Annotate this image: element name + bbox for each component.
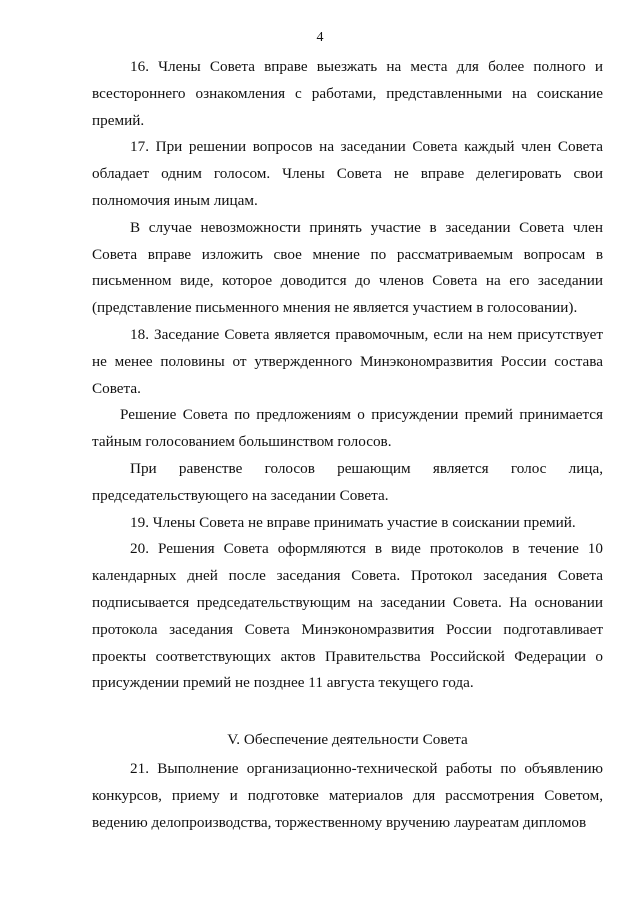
paragraph-18-decision: Решение Совета по предложениям о присуждении премий принимается тайным голосованием большинством голосов. bbox=[92, 406, 603, 451]
page-number: 4 bbox=[316, 30, 324, 45]
paragraph-18: 18. Заседание Совета является правомочным, если на нем присутствует не менее половины от утвержденного Минэкономразвития России состава Совета. bbox=[92, 325, 603, 397]
document-body bbox=[92, 54, 603, 836]
section-heading: V. Обеспечение деятельности Совета bbox=[227, 731, 468, 749]
paragraph-17: 17. При решении вопросов на заседании Совета каждый член Совета обладает одним голосом. Члены Совета не вправе делегировать свои полномочия иным лицам. bbox=[92, 138, 603, 209]
paragraph-17-absence: В случае невозможности принять участие в заседании Совета член Совета вправе изложить свое мнение по рассматриваемым вопросам в письменном виде, которое доводится до членов Совета на его заседании (представление письменного мнения не является участием в голосовании). bbox=[92, 218, 603, 317]
paragraph-21: 21. Выполнение организационно-технической работы по объявлению конкурсов, приему и подготовке материалов для рассмотрения Советом, ведению делопроизводства, торжественному вручению лауреатам дипломов bbox=[92, 759, 603, 831]
paragraph-18-tie: При равенстве голосов решающим является голос лица, председательствующего на заседании Совета. bbox=[92, 459, 603, 504]
paragraph-20: 20. Решения Совета оформляются в виде протоколов в течение 10 календарных дней после заседания Совета. Протокол заседания Совета подписывается председательствующим на заседании Совета. На основании протокола заседания Совета Минэкономразвития России подготавливает проекты соответствующих актов Правительства Российской Федерации о присуждении премий не позднее 11 августа текущего года. bbox=[92, 540, 603, 692]
paragraph-16: 16. Члены Совета вправе выезжать на места для более полного и всестороннего ознакомления с работами, представленными на соискание премий. bbox=[92, 58, 603, 129]
paragraph-19: 19. Члены Совета не вправе принимать участие в соискании премий. bbox=[130, 513, 576, 531]
